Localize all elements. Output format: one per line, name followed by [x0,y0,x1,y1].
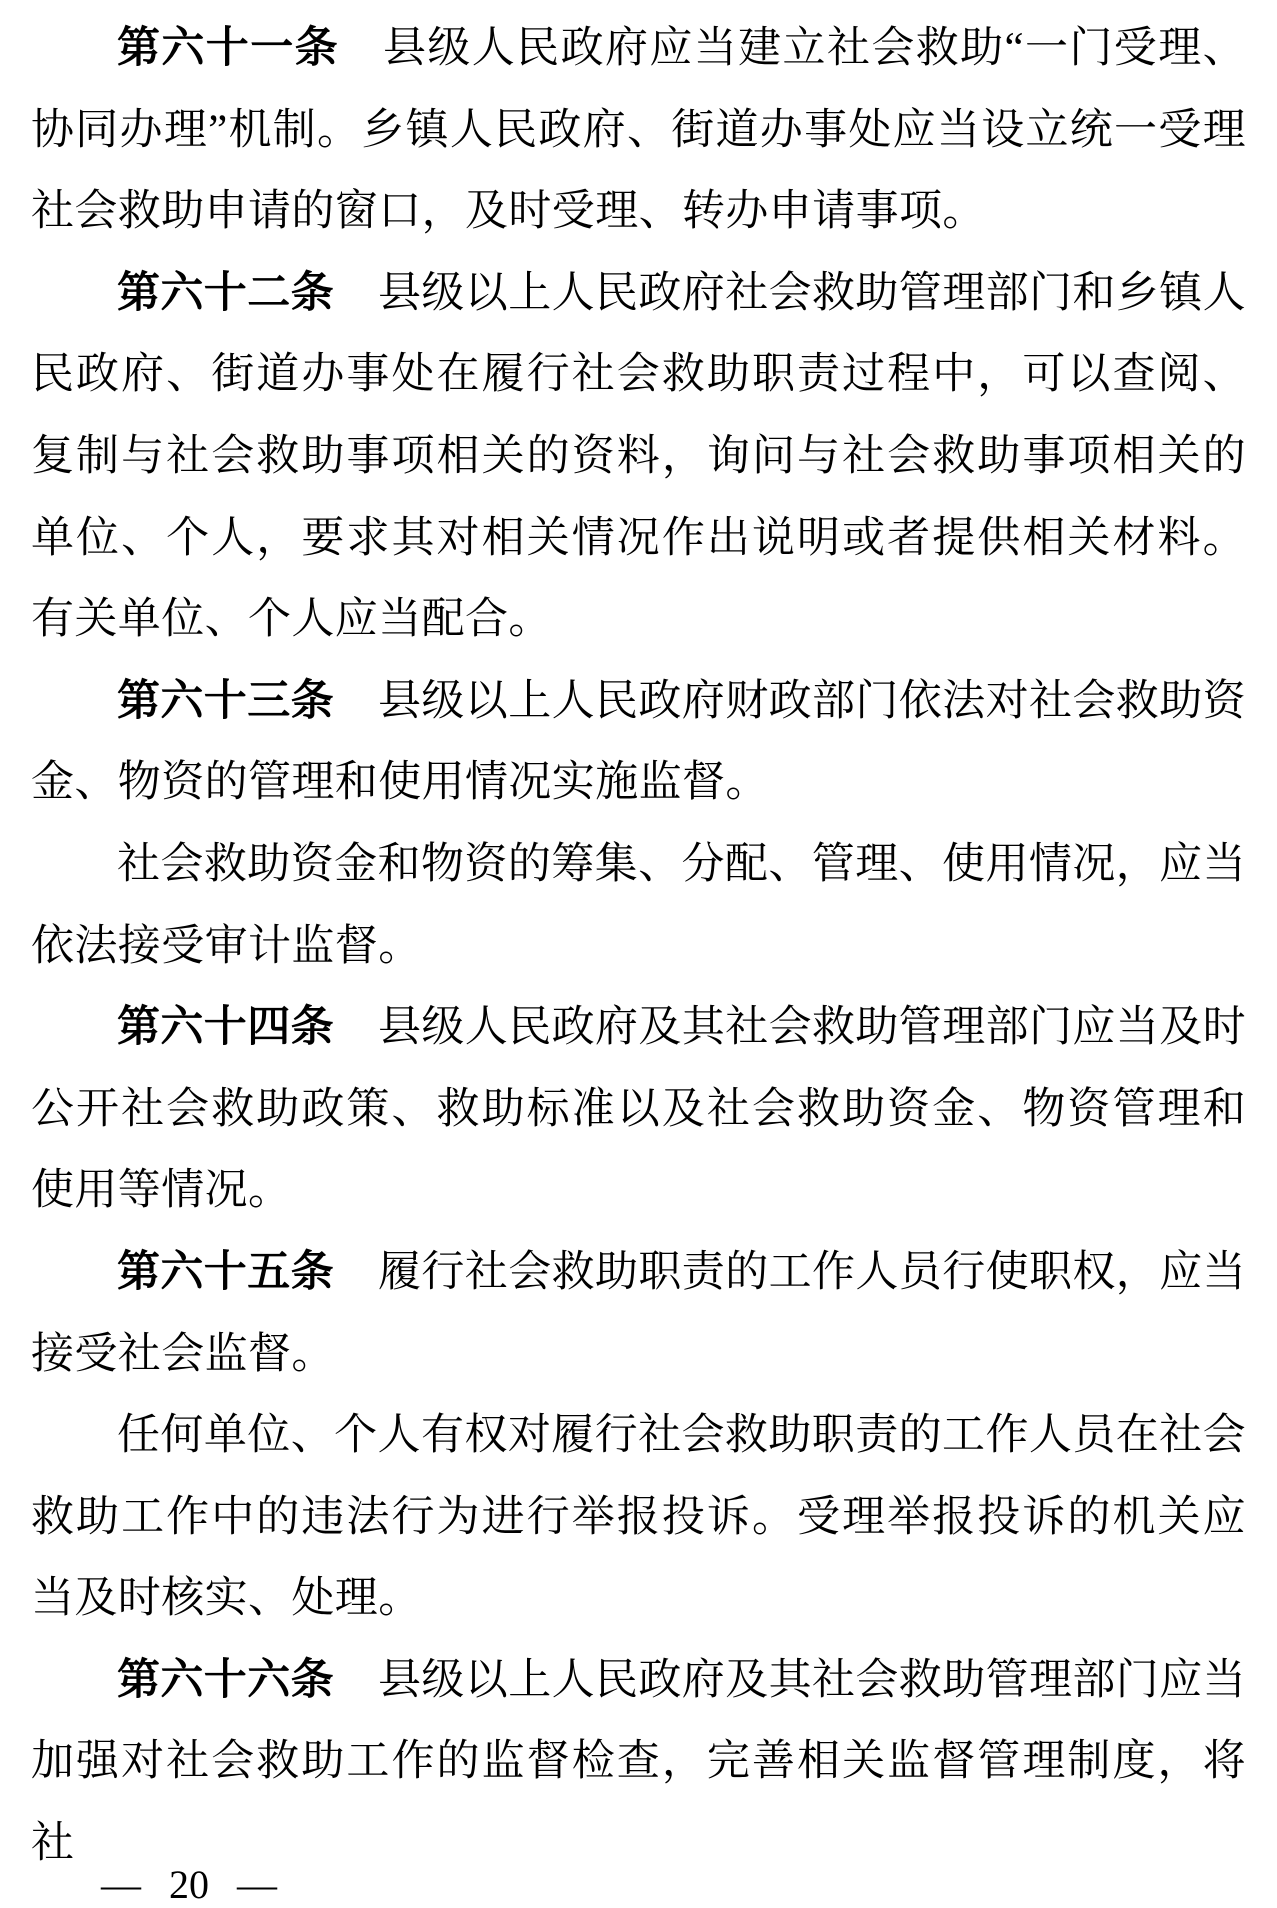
article-text: 社会救助资金和物资的筹集、分配、管理、使用情况，应当依法接受审计监督。 [31,840,1246,970]
article-text: 县级以上人民政府社会救助管理部门和乡镇人民政府、街道办事处在履行社会救助职责过程中，可以查阅、复制与社会救助事项相关的资料，询问与社会救助事项相关的单位、个人，要求其对相关情况作出说明或者提供相关材料。有关单位、个人应当配合。 [31,269,1246,644]
article-number: 第六十五条 [117,1247,334,1296]
article-number: 第六十四条 [117,1003,334,1052]
article-number: 第六十一条 [117,24,339,72]
document-body [31,8,1246,1885]
article-number: 第六十二条 [117,268,334,317]
page-number-label: — 20 — [101,1862,277,1907]
paragraph [31,661,1246,824]
article-number: 第六十三条 [117,676,334,725]
paragraph [31,253,1246,661]
article-text: 县级人民政府应当建立社会救助“一门受理、协同办理”机制。乡镇人民政府、街道办事处应当设立统一受理社会救助申请的窗口，及时受理、转办申请事项。 [31,25,1246,236]
article-text: 县级以上人民政府财政部门依法对社会救助资金、物资的管理和使用情况实施监督。 [31,677,1246,807]
article-number: 第六十六条 [117,1655,334,1704]
page-footer [45,1816,277,1908]
paragraph [31,987,1246,1232]
article-text: 任何单位、个人有权对履行社会救助职责的工作人员在社会救助工作中的违法行为进行举报投诉。受理举报投诉的机关应当及时核实、处理。 [31,1412,1246,1623]
paragraph [31,1232,1246,1395]
article-text: 县级以上人民政府及其社会救助管理部门应当加强对社会救助工作的监督检查，完善相关监督管理制度，将社 [31,1656,1246,1868]
article-text: 履行社会救助职责的工作人员行使职权，应当接受社会监督。 [31,1248,1246,1378]
paragraph [31,1395,1246,1640]
paragraph [31,824,1246,987]
paragraph [31,8,1246,253]
article-text: 县级人民政府及其社会救助管理部门应当及时公开社会救助政策、救助标准以及社会救助资金、物资管理和使用等情况。 [31,1004,1246,1215]
